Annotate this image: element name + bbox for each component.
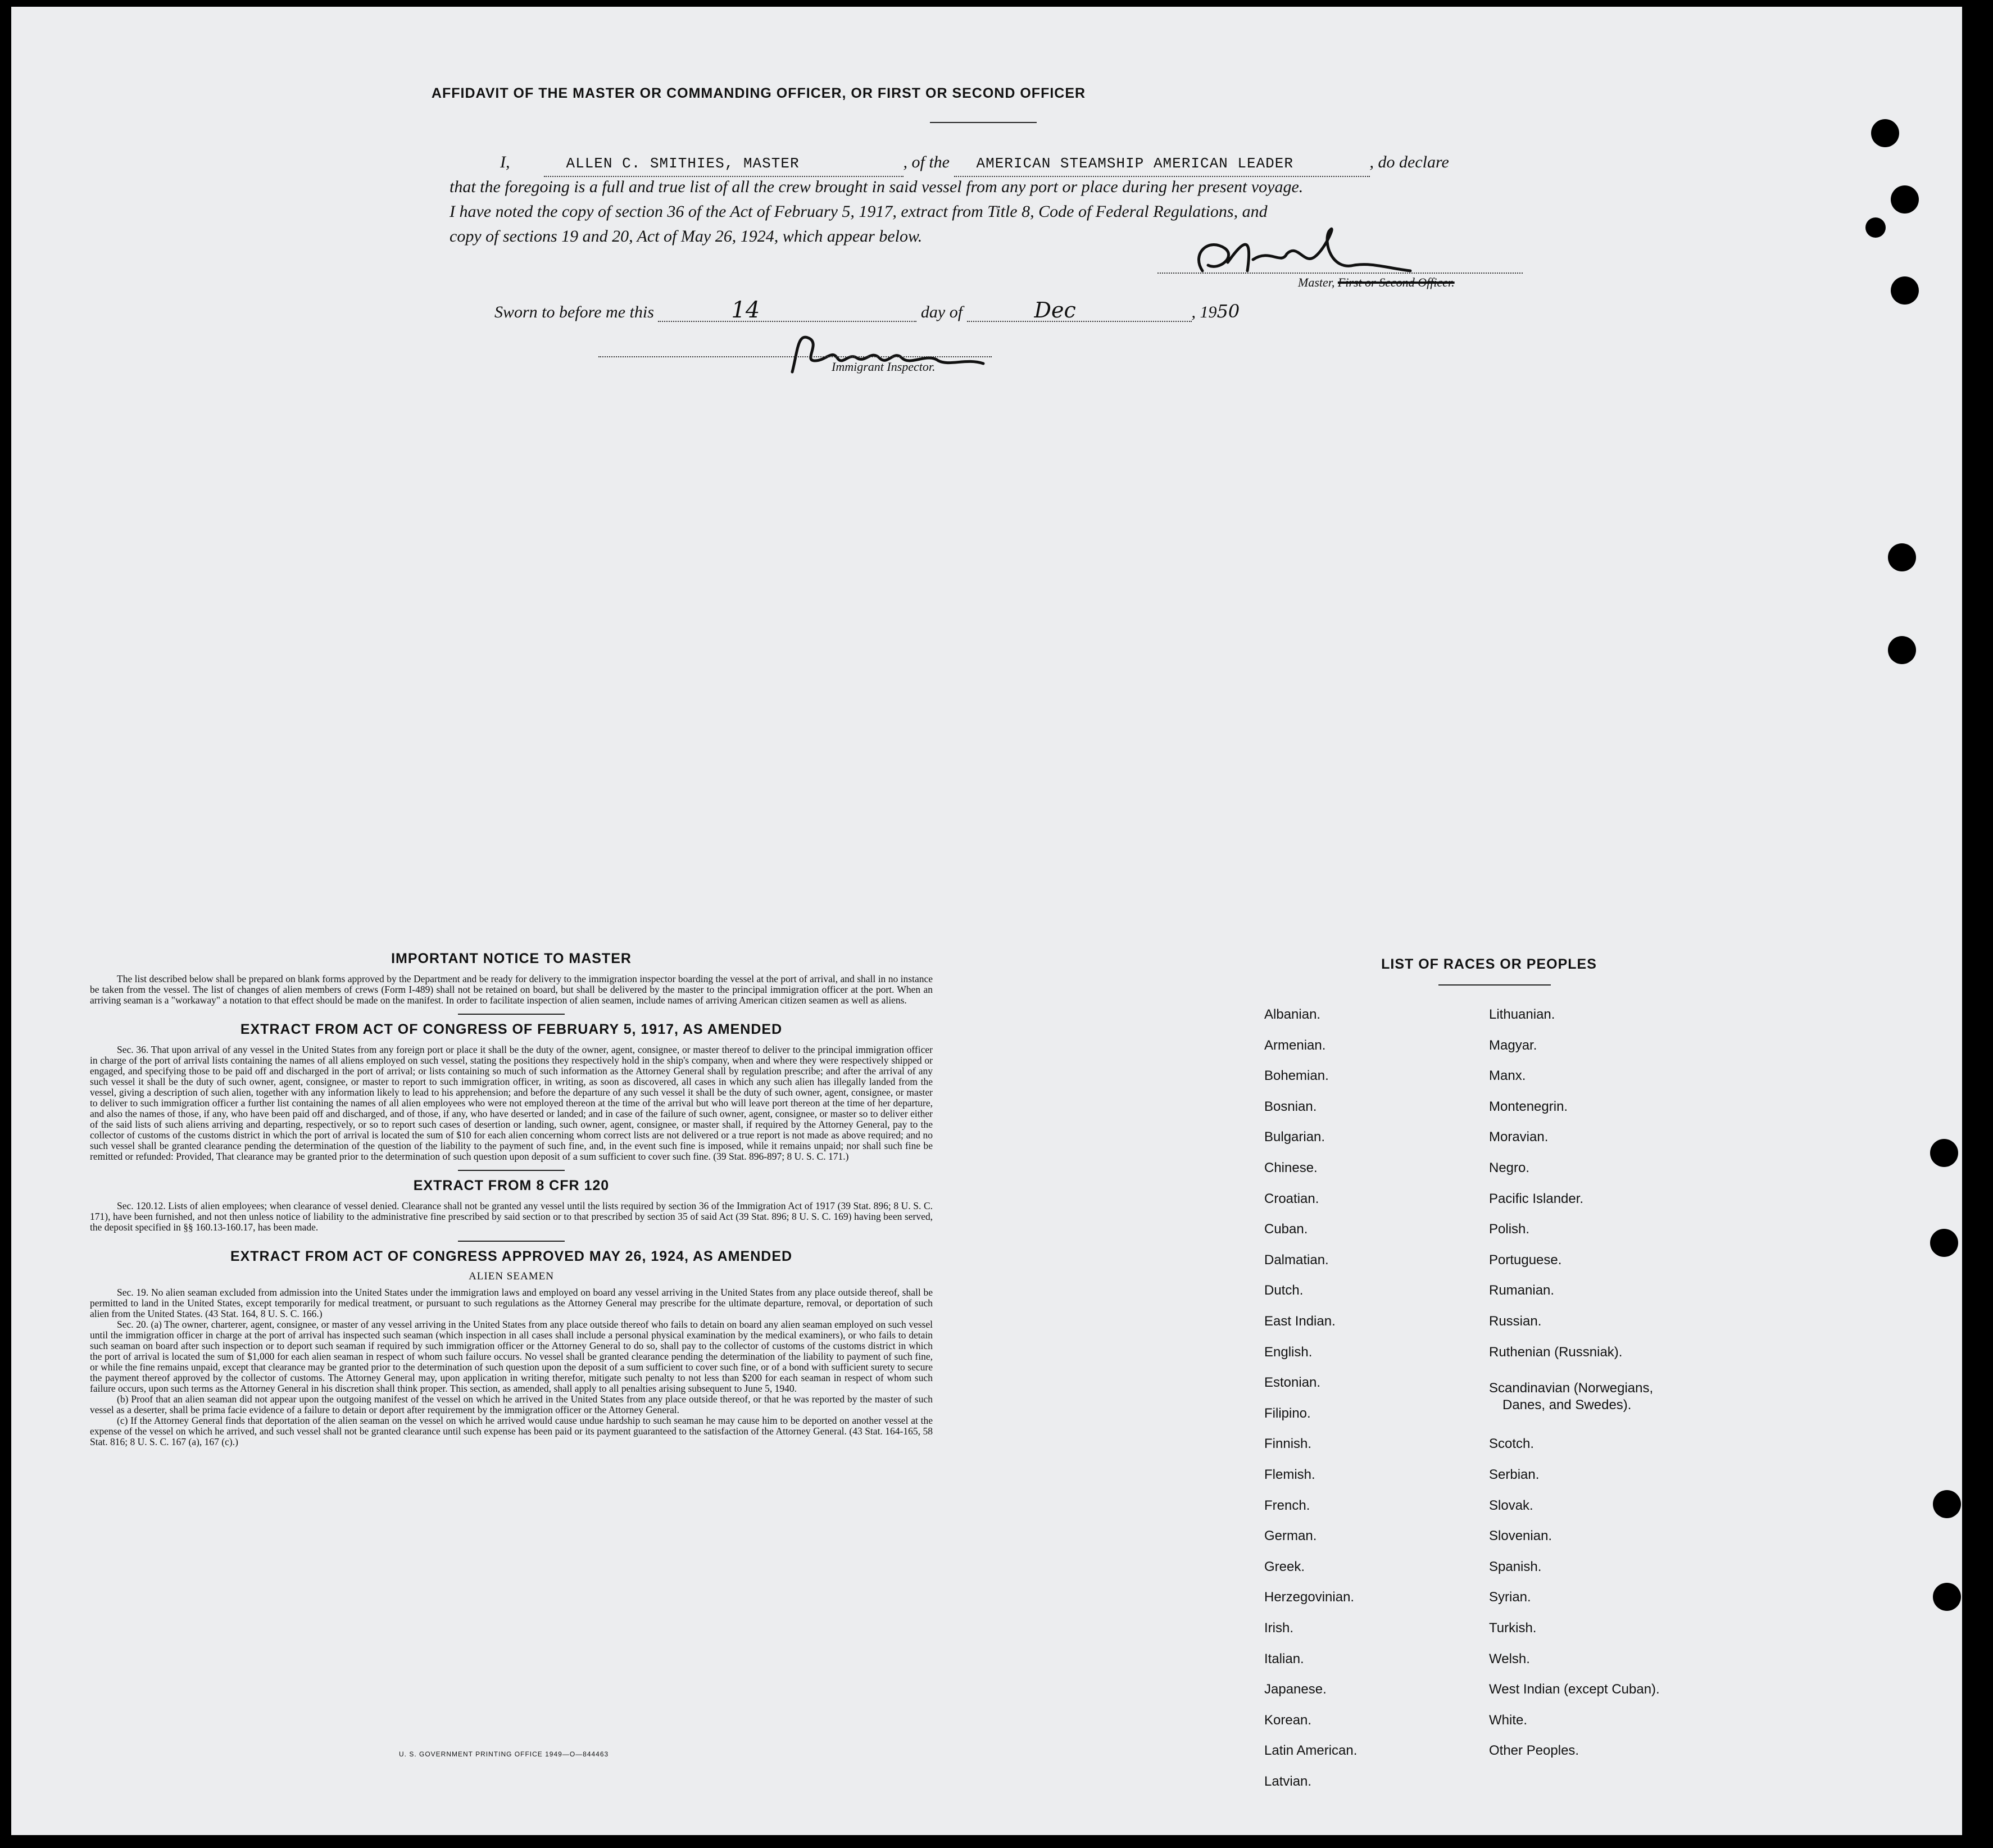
race-item: Bohemian. (1264, 1068, 1329, 1083)
race-item: Irish. (1264, 1620, 1294, 1636)
act-1917-text: Sec. 36. That upon arrival of any vessel in the United States from any foreign port or place it shall be the duty of the owner, agent, consignee, or master thereof to deliver to the principal immigration officer in charge of the port of arrival lists containing the names of all aliens employed on such vessel, stating the positions they respectively hold in the ship's company, when and where they were respectively shipped or engaged, and specifying those to be paid off and discharged in the port of arrival; or lists containing so much of such information as the Attorney General shall by regulation prescribe; and after the arrival of any such vessel it shall be the duty of such owner, agent, consignee, or master to report to such immigration officer, in writing, as soon as discovered, all cases in which any such alien has illegally landed from the vessel, giving a description of such alien, together with any information likely to lead to his apprehension; and before the departure of any such vessel it shall be the duty of such owner, agent, consignee, or master to deliver to such immigration officer a further list containing the names of all alien employees who were not employed thereon at the time of the arrival but who will leave port thereon at the time of her departure, and also the names of those, if any, who have been paid off and discharged, and of those, if any, who have deserted or landed; and in case of the failure of such owner, agent, consignee, or master so to deliver either of the said lists of such aliens arriving and departing, respectively, or so to report such cases of desertion or landing, such owner, agent, consignee, or master shall, if required by the Attorney General, pay to the collector of customs of the customs district in which the port of arrival is located the sum of $10 for each alien concerning whom correct lists are not delivered or a true report is not made as above required; and no such vessel shall be granted clearance pending the determination of the question of the liability to the payment of such fine, and, in the event such fine is imposed, while it remains unpaid; nor shall such fine be remitted or refunded: Provided, That clearance may be granted prior to the determination of such question upon deposit of a sum sufficient to cover such fine. (39 Stat. 896-897; 8 U. S. C. 171.) (90, 1044, 933, 1162)
declaration-line-2: that the foregoing is a full and true list of all the crew brought in said vessel from any port or place during her present voyage. (450, 178, 1304, 196)
race-item: Korean. (1264, 1713, 1312, 1728)
master-signature-line (1157, 273, 1523, 274)
inspector-signature (781, 327, 1017, 383)
sworn-month-field: Dec (967, 299, 1192, 322)
declaration-line-3: I have noted the copy of section 36 of the Act of February 5, 1917, extract from Title 8, Code of Federal Regulations, and (450, 202, 1268, 221)
punch-hole (1865, 217, 1886, 238)
sec-20c-text: (c) If the Attorney General finds that deportation of the alien seaman on the vessel on which he arrived would cause undue hardship to such seaman he may cause him to be deported on another vessel at the expense of the vessel on which he arrived, and such vessel shall not be granted clearance until such expense has been paid or its payment guaranteed to the satisfaction of the Attorney General. (43 Stat. 164-165, 58 Stat. 816; 8 U. S. C. 167 (a), 167 (c).) (90, 1415, 933, 1447)
inspector-signature-line (598, 356, 992, 357)
sworn-year-field: 50 (1216, 301, 1240, 322)
rule-1 (458, 1014, 565, 1015)
race-item: Moravian. (1489, 1129, 1549, 1145)
race-item: Latvian. (1264, 1774, 1312, 1789)
punch-hole (1888, 543, 1916, 571)
sec-19-text: Sec. 19. No alien seaman excluded from admission into the United States under the immigration laws and employed on board any vessel arriving in the United States from any place outside thereof, shall be permitted to land in the United States, except temporarily for medical treatment, or pursuant to such regulations as the Attorney General may prescribe for the ultimate departure, removal, or deportation of such alien from the United States. (43 Stat. 164, 8 U. S. C. 166.) (90, 1287, 933, 1319)
race-item: Montenegrin. (1489, 1099, 1568, 1114)
cfr-text: Sec. 120.12. Lists of alien employees; when clearance of vessel denied. Clearance shall not be granted any vessel until the lists required by section 36 of the Immigration Act of 1917 (39 Stat. 896; 8 U. S. C. 171), have been furnished, and not then unless notice of liability to the administrative fine prescribed by said section or to that prescribed by section 35 of said Act (39 Stat. 896; 8 U. S. C. 169) having been served, the deposit specified in §§ 160.13-160.17, has been made. (90, 1200, 933, 1233)
document-page (11, 7, 1962, 1835)
punch-hole (1933, 1583, 1961, 1611)
race-item: Syrian. (1489, 1590, 1531, 1605)
punch-hole (1930, 1139, 1958, 1167)
race-item: Polish. (1489, 1222, 1530, 1237)
do-declare-label: , do declare (1369, 153, 1449, 171)
race-item: Danes, and Swedes). (1502, 1397, 1632, 1413)
race-item: Cuban. (1264, 1222, 1308, 1237)
punch-hole (1888, 636, 1916, 664)
race-item: Greek. (1264, 1559, 1305, 1574)
race-item: Bosnian. (1264, 1099, 1317, 1114)
cfr-title: EXTRACT FROM 8 CFR 120 (413, 1178, 610, 1193)
race-item: French. (1264, 1498, 1310, 1513)
vessel-name-field: AMERICAN STEAMSHIP AMERICAN LEADER (954, 151, 1370, 177)
sworn-line: Sworn to before me this 14 day of Dec , 1950 (494, 297, 1240, 323)
race-item: West Indian (except Cuban). (1489, 1682, 1660, 1697)
sworn-day-field: 14 (658, 299, 916, 322)
race-item: White. (1489, 1713, 1528, 1728)
race-item: Italian. (1264, 1651, 1304, 1667)
punch-hole (1933, 1490, 1961, 1518)
race-item: German. (1264, 1528, 1317, 1543)
affidavit-title: AFFIDAVIT OF THE MASTER OR COMMANDING OFFICER, OR FIRST OR SECOND OFFICER (431, 85, 1086, 101)
race-item: Pacific Islander. (1489, 1191, 1584, 1206)
act-1924-title: EXTRACT FROM ACT OF CONGRESS APPROVED MAY 26, 1924, AS AMENDED (230, 1248, 793, 1264)
race-item: Filipino. (1264, 1406, 1311, 1421)
race-item: Finnish. (1264, 1436, 1312, 1451)
act-1917-title: EXTRACT FROM ACT OF CONGRESS OF FEBRUARY 5, 1917, AS AMENDED (240, 1021, 783, 1037)
master-caption: Master, First or Second Officer. (1298, 275, 1455, 289)
punch-hole (1930, 1229, 1958, 1257)
race-item: Dalmatian. (1264, 1252, 1329, 1268)
declaration-line-1 (450, 150, 1528, 177)
race-item: Negro. (1489, 1160, 1530, 1175)
sec-20b-text: (b) Proof that an alien seaman did not appear upon the outgoing manifest of the vessel on which he arrived in the United States from any place outside thereof, or that he was reported by the master of such vessel as a deserter, shall be prima facie evidence of a failure to detain or deport after requirement by the immigration officer or the Attorney General. (90, 1393, 933, 1415)
punch-hole (1891, 276, 1919, 305)
title-rule (930, 122, 1037, 123)
race-item: Japanese. (1264, 1682, 1327, 1697)
race-item: Ruthenian (Russniak). (1489, 1345, 1623, 1360)
race-item: Welsh. (1489, 1651, 1530, 1667)
declaration-line-4: copy of sections 19 and 20, Act of May 26, 1924, which appear below. (450, 227, 923, 246)
races-rule (1438, 984, 1551, 986)
notice-title: IMPORTANT NOTICE TO MASTER (391, 951, 632, 966)
race-item: Armenian. (1264, 1038, 1326, 1053)
i-label: I, (500, 153, 510, 171)
sec-20a-text: Sec. 20. (a) The owner, charterer, agent, consignee, or master of any vessel arriving in the United States from any place outside thereof who fails to detain on board any alien seaman employed on such vessel until the immigration officer in charge at the port of arrival has inspected such seaman (which inspection in all cases shall include a personal physical examination by the medical examiners), or who fails to detain such seaman on board after such inspection or to deport such seaman if required by such immigration officer or the Attorney General to do so, shall pay to the collector of customs of the customs district in which the port of arrival is located the sum of $1,000 for each alien seaman in respect of whom such failure occurs. No vessel shall be granted clearance pending the determination of the liability to payment of such fine, or while the fine remains unpaid, except that clearance may be granted prior to the determination of such question upon the deposit of a sum sufficient to cover such fine, or of a bond with sufficient surety to secure the payment thereof approved by the collector of customs. The Attorney General may, upon application in writing therefor, mitigate such penalty to not less than $200 for each seaman in respect of whom such failure occurs, upon such terms as the Attorney General in his discretion shall think proper. This section, as amended, shall apply to all penalties arising subsequent to June 5, 1940. (90, 1319, 933, 1394)
race-item: Bulgarian. (1264, 1129, 1325, 1145)
races-title: LIST OF RACES OR PEOPLES (1381, 956, 1597, 972)
race-item: Portuguese. (1489, 1252, 1562, 1268)
race-item: Estonian. (1264, 1375, 1321, 1390)
rule-3 (458, 1241, 565, 1242)
race-item: Dutch. (1264, 1283, 1304, 1298)
struck-officer-caption: First or Second Officer. (1337, 275, 1455, 289)
race-item: Slovak. (1489, 1498, 1533, 1513)
race-item: Herzegovinian. (1264, 1590, 1355, 1605)
race-item: Scotch. (1489, 1436, 1535, 1451)
race-item: Scandinavian (Norwegians, (1489, 1381, 1654, 1396)
punch-hole (1891, 185, 1919, 214)
race-item: Lithuanian. (1489, 1007, 1555, 1022)
act-1924-subtitle: ALIEN SEAMEN (469, 1270, 554, 1282)
rule-2 (458, 1170, 565, 1171)
race-item: Latin American. (1264, 1743, 1358, 1758)
race-item: Rumanian. (1489, 1283, 1555, 1298)
of-the-label: , of the (903, 153, 950, 171)
race-item: Croatian. (1264, 1191, 1319, 1206)
race-item: Albanian. (1264, 1007, 1321, 1022)
race-item: East Indian. (1264, 1314, 1336, 1329)
left-column (90, 951, 933, 1447)
punch-hole (1871, 119, 1899, 147)
race-item: Russian. (1489, 1314, 1542, 1329)
inspector-caption: Immigrant Inspector. (832, 360, 936, 374)
race-item: Chinese. (1264, 1160, 1318, 1175)
master-name-field: ALLEN C. SMITHIES, MASTER (544, 151, 904, 177)
race-item: Serbian. (1489, 1467, 1540, 1482)
race-item: English. (1264, 1345, 1313, 1360)
race-item: Manx. (1489, 1068, 1526, 1083)
race-item: Turkish. (1489, 1620, 1537, 1636)
race-item: Other Peoples. (1489, 1743, 1579, 1758)
race-item: Flemish. (1264, 1467, 1315, 1482)
race-item: Spanish. (1489, 1559, 1542, 1574)
notice-text: The list described below shall be prepared on blank forms approved by the Department and be ready for delivery to the immigration inspector boarding the vessel at the port of arrival, and shall in no instance be taken from the vessel. The list of changes of alien members of crews (Form I-489) shall not be retained on board, but shall be delivered by the master to the principal immigration officer at the port. When an arriving seaman is a "workaway" a notation to that effect should be made on the manifest. In order to facilitate inspection of alien seamen, include names of arriving American citizen seamen as well as aliens. (90, 973, 933, 1006)
race-item: Slovenian. (1489, 1528, 1552, 1543)
race-item: Magyar. (1489, 1038, 1537, 1053)
printer-imprint: U. S. GOVERNMENT PRINTING OFFICE 1949—O—844463 (399, 1750, 609, 1758)
